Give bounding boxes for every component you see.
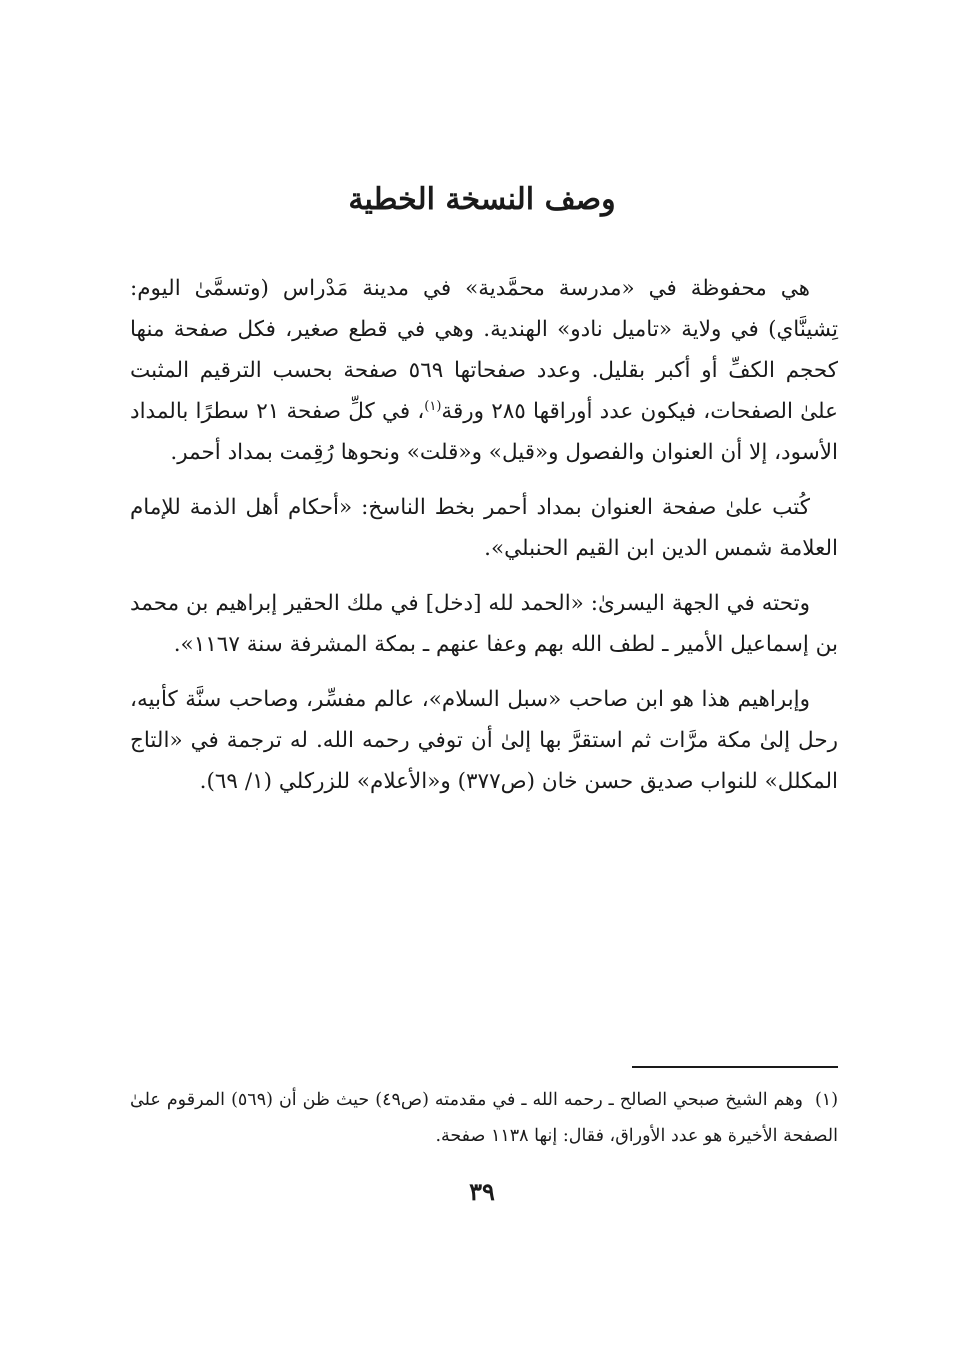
paragraph-title-page: كُتب علىٰ صفحة العنوان بمداد أحمر بخط الناسخ: «أحكام أهل الذمة للإمام العلامة شمس الدين ابن القيم الحنبلي». xyxy=(130,495,838,561)
paragraph-ownership-note: وتحته في الجهة اليسرىٰ: «الحمد لله [دخل] في ملك الحقير إبراهيم بن محمد بن إسماعيل الأمير ـ لطف الله بهم وعفا عنهم ـ بمكة المشرفة سنة ١١٦٧». xyxy=(130,591,838,657)
footnote-divider xyxy=(632,1066,838,1068)
page-number: ٣٩ xyxy=(469,1177,495,1206)
footnotes xyxy=(130,1082,838,1154)
paragraph-text: ، في كلِّ صفحة ٢١ سطرًا بالمداد الأسود، إلا أن العنوان والفصول و«قيل» و«قلت» ونحوها رُقِمت بمداد أحمر. xyxy=(130,399,838,465)
paragraph-text: هي محفوظة في «مدرسة محمَّدية» في مدينة مَدْراس (وتسمَّىٰ اليوم: تِشينَّاي) في ولاية «تاميل نادو» الهندية. وهي في قطع صغير، فكل صفحة منها كحجم الكفِّ أو أكبر بقليل. وعدد صفحاتها ٥٦٩ صفحة بحسب الترقيم المثبت علىٰ الصفحات، فيكون عدد أوراقها ٢٨٥ ورقة xyxy=(130,276,838,424)
footnote-reference[interactable]: (١) xyxy=(424,398,442,414)
paragraph-manuscript-location xyxy=(130,268,838,473)
footnote-number: (١) xyxy=(814,1090,839,1110)
page-title: وصف النسخة الخطية xyxy=(348,182,616,217)
paragraph-owner-biography: وإبراهيم هذا هو ابن صاحب «سبل السلام»، عالم مفسِّر، وصاحب سنَّة كأبيه، رحل إلىٰ مكة مرَّات ثم استقرَّ بها إلىٰ أن توفي رحمه الله. له ترجمة في «التاج المكلل» للنواب صديق حسن خان (ص٣٧٧) و«الأعلام» للزركلي (١/ ٦٩). xyxy=(130,687,838,794)
main-text xyxy=(130,268,838,816)
footnote-item xyxy=(130,1082,838,1154)
footnote-text: وهم الشيخ صبحي الصالح ـ رحمه الله ـ في مقدمته (ص٤٩) حيث ظن أن (٥٦٩) المرقوم علىٰ الصفحة الأخيرة هو عدد الأوراق، فقال: إنها ١١٣٨ صفحة. xyxy=(130,1090,838,1146)
